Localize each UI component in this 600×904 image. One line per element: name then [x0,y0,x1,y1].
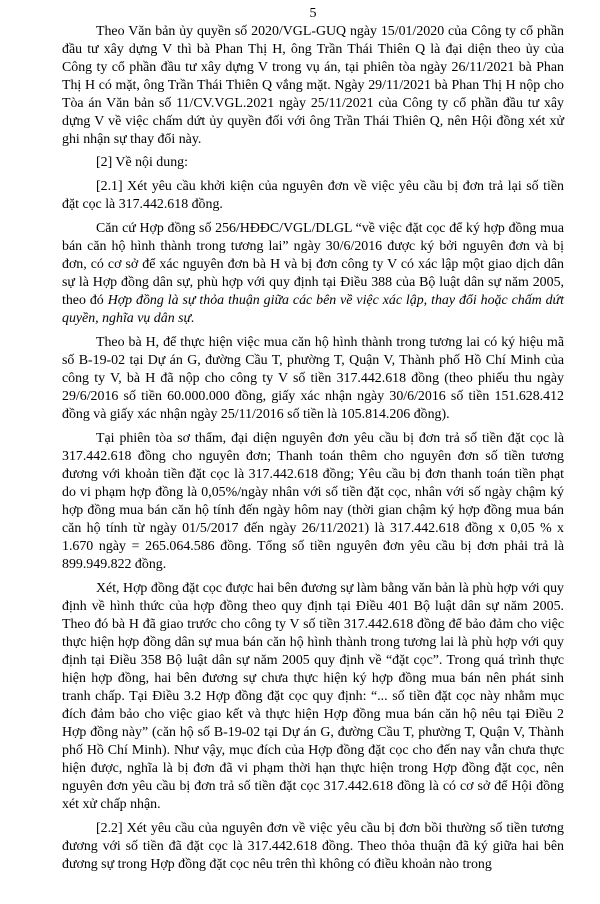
paragraph-2-1: [2.1] Xét yêu cầu khởi kiện của nguyên đơn về việc yêu cầu bị đơn trả lại số tiền đặt cọc là 317.442.618 đồng. [62,179,564,212]
paragraph-deposit-analysis: Xét, Hợp đồng đặt cọc được hai bên đương sự làm bằng văn bản là phù hợp với quy định về hình thức của hợp đồng theo quy định tại Điều 401 Bộ luật dân sự năm 2005. Theo đó bà H đã giao trước cho công ty V số tiền 317.442.618 đồng để bảo đảm cho việc thực hiện hợp đồng dân sự mua bán căn hộ hình thành trong tương lai là phù hợp với quy định tại Điều 358 Bộ luật dân sự năm 2005 quy định về “đặt cọc”. Trong quá trình thực hiện hợp đồng, hai bên đương sự chưa thực hiện ký hợp đồng mua bán nên phát sinh tranh chấp. Tại Điều 3.2 Hợp đồng đặt cọc quy định: “... số tiền đặt cọc này nhằm mục đích đảm bảo cho việc giao kết và thực hiện Hợp đồng mua bán căn hộ nêu tại Điều 2 Hợp đồng này” (căn hộ số B-19-02 tại Dự án G, đường Cầu T, phường T, Quận V, Thành phố Hồ Chí Minh). Như vậy, mục đích của Hợp đồng đặt cọc cho đến nay vẫn chưa thực hiện được, nghĩa là bị đơn đã vi phạm thời hạn thực hiện trong Hợp đồng đặt cọc, nên nguyên đơn yêu cầu bị đơn trả số tiền đặt cọc 317.442.618 đồng là có cơ sở để Hội đồng xét xử chấp nhận. [62,581,564,812]
contract-definition-italic: Hợp đồng là sự thỏa thuận giữa các bên về việc xác lập, thay đổi hoặc chấm dứt quyền, nghĩa vụ dân sự. [62,293,564,326]
paragraph-trial-claims: Tại phiên tòa sơ thẩm, đại diện nguyên đơn yêu cầu bị đơn trả số tiền đặt cọc là 317.442.618 đồng cho nguyên đơn; Thanh toán thêm cho nguyên đơn số tiền tương đương với khoản tiền đặt cọc là 317.442.618 đồng; Yêu cầu bị đơn thanh toán tiền phạt do vi phạm hợp đồng là 0,05%/ngày nhân với số tiền đặt cọc, nhân với số ngày chậm ký hợp đồng mua bán căn hộ tính đến ngày hôm nay (thời gian chậm ký hợp đồng mua bán căn hộ tính từ ngày 01/5/2017 đến ngày 26/11/2021) là 317.442.618 đồng x 0,05 % x 1.670 ngày = 265.064.586 đồng. Tổng số tiền nguyên đơn yêu cầu bị đơn phải trả là 899.949.822 đồng. [62,431,564,572]
paragraph-payment: Theo bà H, để thực hiện việc mua căn hộ hình thành trong tương lai có ký hiệu mã số B-19-02 tại Dự án G, đường Cầu T, phường T, Quận V, Thành phố Hồ Chí Minh của công ty V, bà H đã nộp cho công ty V số tiền 317.442.618 đồng (theo phiếu thu ngày 29/6/2016 số tiền 60.000.000 đồng, giấy xác nhận ngày 30/6/2016 số tiền 151.628.412 đồng và giấy xác nhận ngày 25/11/2016 số tiền là 105.814.206 đồng). [62,335,564,422]
paragraph-authorization: Theo Văn bản ủy quyền số 2020/VGL-GUQ ngày 15/01/2020 của Công ty cổ phần đầu tư xây dựng V thì bà Phan Thị H, ông Trần Thái Thiên Q là đại diện theo ủy của Công ty cổ phần đầu tư xây dựng V trong vụ án, tại phiên tòa ngày 26/11/2021 bà Phan Thị H có mặt, ông Trần Thái Thiên Q vắng mặt. Ngày 29/11/2021 bà Phan Thị H nộp cho Tòa án Văn bản số 11/CV.VGL.2021 ngày 25/11/2021 của Công ty cổ phần đầu tư xây dựng V về việc chấm dứt ủy quyền đối với ông Trần Thái Thiên Q, nên Hội đồng xét xử ghi nhận sự thay đổi này. [62,24,564,147]
document-page [62,0,564,874]
page-number: 5 [309,6,317,21]
paragraph-contract-basis [62,220,564,328]
paragraph-2-2: [2.2] Xét yêu cầu của nguyên đơn về việc yêu cầu bị đơn bồi thường số tiền tương đương với số tiền đã đặt cọc là 317.442.618 đồng. Theo thỏa thuận đã ký giữa hai bên đương sự trong Hợp đồng đặt cọc nêu trên thì không có điều khoản nào trong [62,821,564,872]
contract-basis-text: Căn cứ Hợp đồng số 256/HĐĐC/VGL/DLGL “về việc đặt cọc để ký hợp đồng mua bán căn hộ hình thành trong tương lai” ngày 30/6/2016 được ký bởi nguyên đơn và bị đơn, có cơ sở để xác nguyên đơn bà H và bị đơn công ty V có xác lập một giao dịch dân sự là Hợp đồng dân sự, phù hợp với quy định tại Điều 388 của Bộ luật dân sự năm 2005, theo đó [62,221,564,308]
section-heading-content: [2] Về nội dung: [96,155,188,170]
